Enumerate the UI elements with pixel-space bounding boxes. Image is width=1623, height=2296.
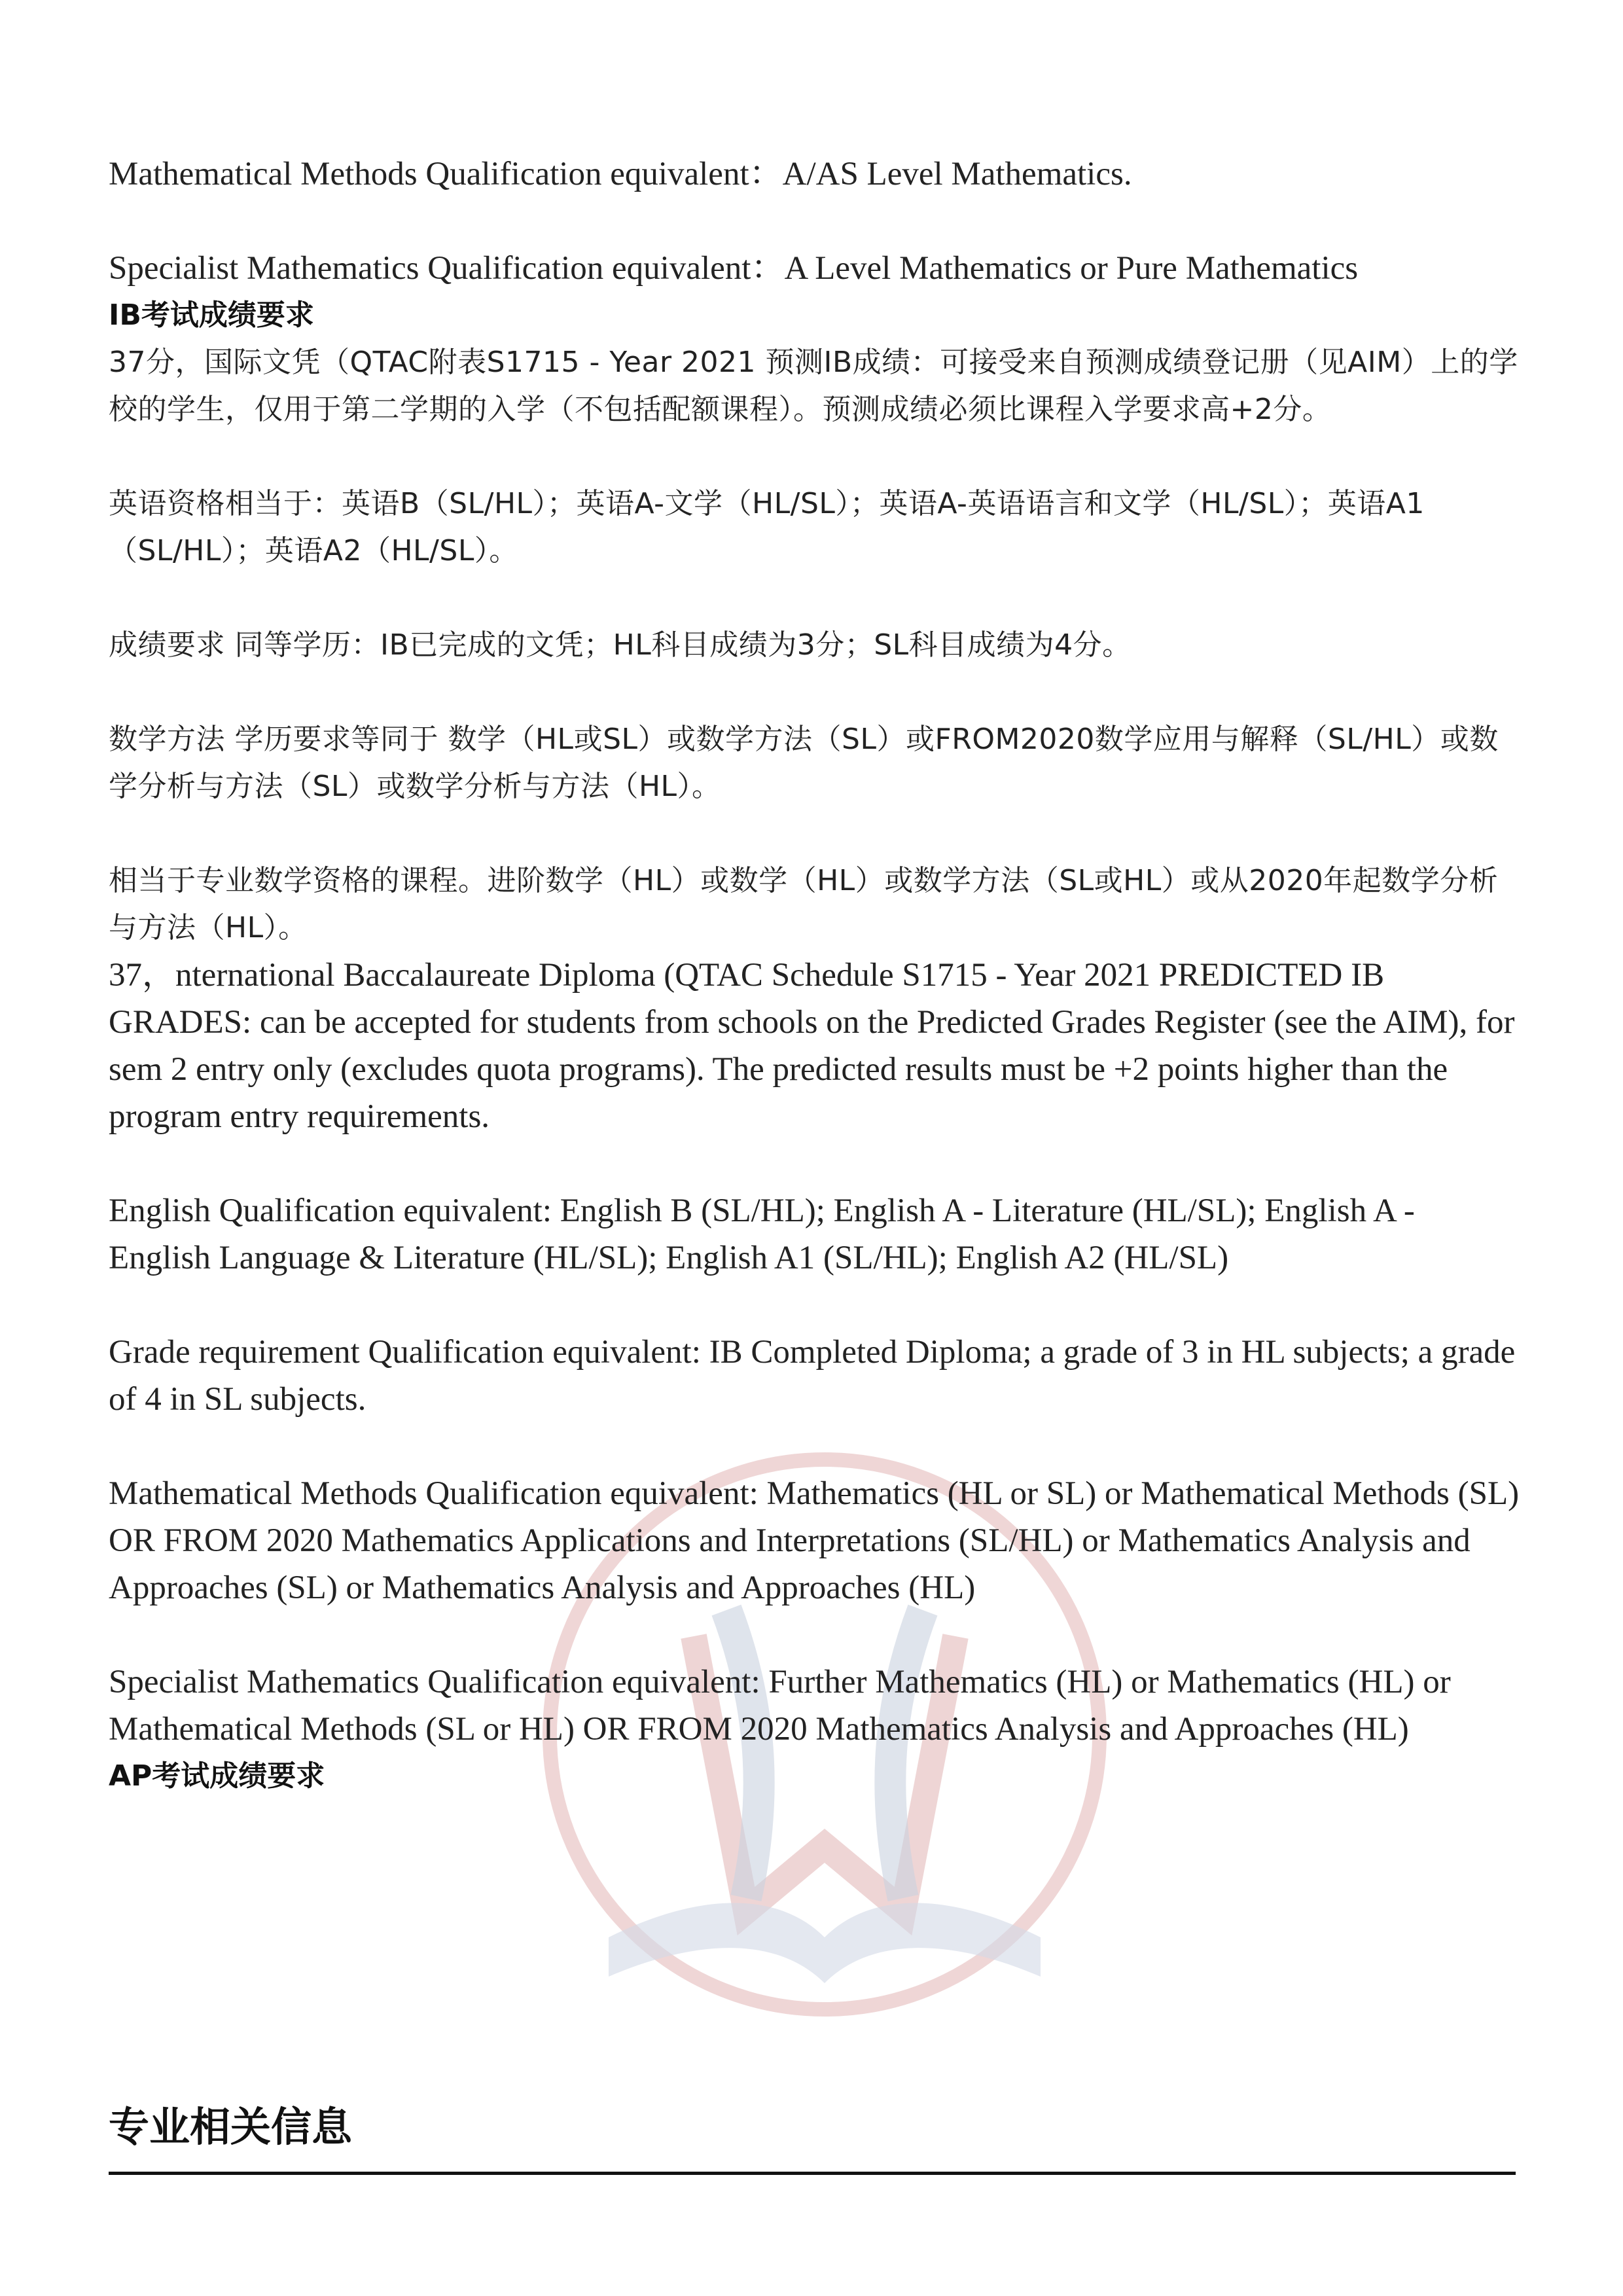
paragraph-specialist-math-zh: 相当于专业数学资格的课程。进阶数学（HL）或数学（HL）或数学方法（SL或HL）或从2020年起数学分析与方法（HL）。 — [109, 864, 1499, 944]
paragraph-grade-requirement-en: Grade requirement Qualification equivalent: IB Completed Diploma; a grade of 3 in HL subjects; a grade of 4 in SL subjects. — [109, 1334, 1524, 1418]
document-body — [109, 151, 1527, 1800]
paragraph-specialist-math-equivalent: Specialist Mathematics Qualification equivalent：A Level Mathematics or Pure Mathematics — [109, 250, 1359, 287]
paragraph-math-methods-en: Mathematical Methods Qualification equivalent: Mathematics (HL or SL) or Mathematical Methods (SL) OR FROM 2020 Mathematics Applications and Interpretations (SL/HL) or Mathematics Analysis and Approaches (SL) or Mathematics Analysis and Approaches (HL) — [109, 1475, 1527, 1606]
ap-requirements-heading: AP考试成绩要求 — [109, 1759, 325, 1793]
paragraph-math-methods-equivalent: Mathematical Methods Qualification equivalent：A/AS Level Mathematics. — [109, 156, 1132, 192]
paragraph-english-equivalent-en: English Qualification equivalent: English B (SL/HL); English A - Literature (HL/SL); English A - English Language & Literature (HL/SL); English A1 (SL/HL); English A2 (HL/SL) — [109, 1193, 1423, 1276]
paragraph-ib-predicted-zh: 37分，国际文凭（QTAC附表S1715 - Year 2021 预测IB成绩：可接受来自预测成绩登记册（见AIM）上的学校的学生，仅用于第二学期的入学（不包括配额课程）。预测成绩必须比课程入学要求高+2分。 — [109, 346, 1518, 426]
paragraph-grade-requirement-zh: 成绩要求 同等学历：IB已完成的文凭；HL科目成绩为3分；SL科目成绩为4分。 — [109, 628, 1132, 662]
paragraph-english-equivalent-zh: 英语资格相当于：英语B（SL/HL）；英语A-文学（HL/SL）；英语A-英语语言和文学（HL/SL）；英语A1（SL/HL）；英语A2（HL/SL）。 — [109, 487, 1425, 567]
program-info-section-title: 专业相关信息 — [109, 2103, 353, 2151]
paragraph-specialist-math-en: Specialist Mathematics Qualification equivalent: Further Mathematics (HL) or Mathematics (HL) or Mathematical Methods (SL or HL) OR FROM 2020 Mathematics Analysis and Approaches (HL) — [109, 1664, 1459, 1748]
section-divider — [109, 2172, 1516, 2175]
paragraph-ib-predicted-en: 37，nternational Baccalaureate Diploma (QTAC Schedule S1715 - Year 2021 PREDICTED IB GRADES: can be accepted for students from schools on the Predicted Grades Register (see the AIM), for sem 2 entry only (excludes quota programs). The predicted results must be +2 points higher than the program entry requirements. — [109, 957, 1524, 1135]
ib-requirements-heading: IB考试成绩要求 — [109, 298, 314, 332]
paragraph-math-methods-zh: 数学方法 学历要求等同于 数学（HL或SL）或数学方法（SL）或FROM2020数学应用与解释（SL/HL）或数学分析与方法（SL）或数学分析与方法（HL）。 — [109, 723, 1499, 803]
